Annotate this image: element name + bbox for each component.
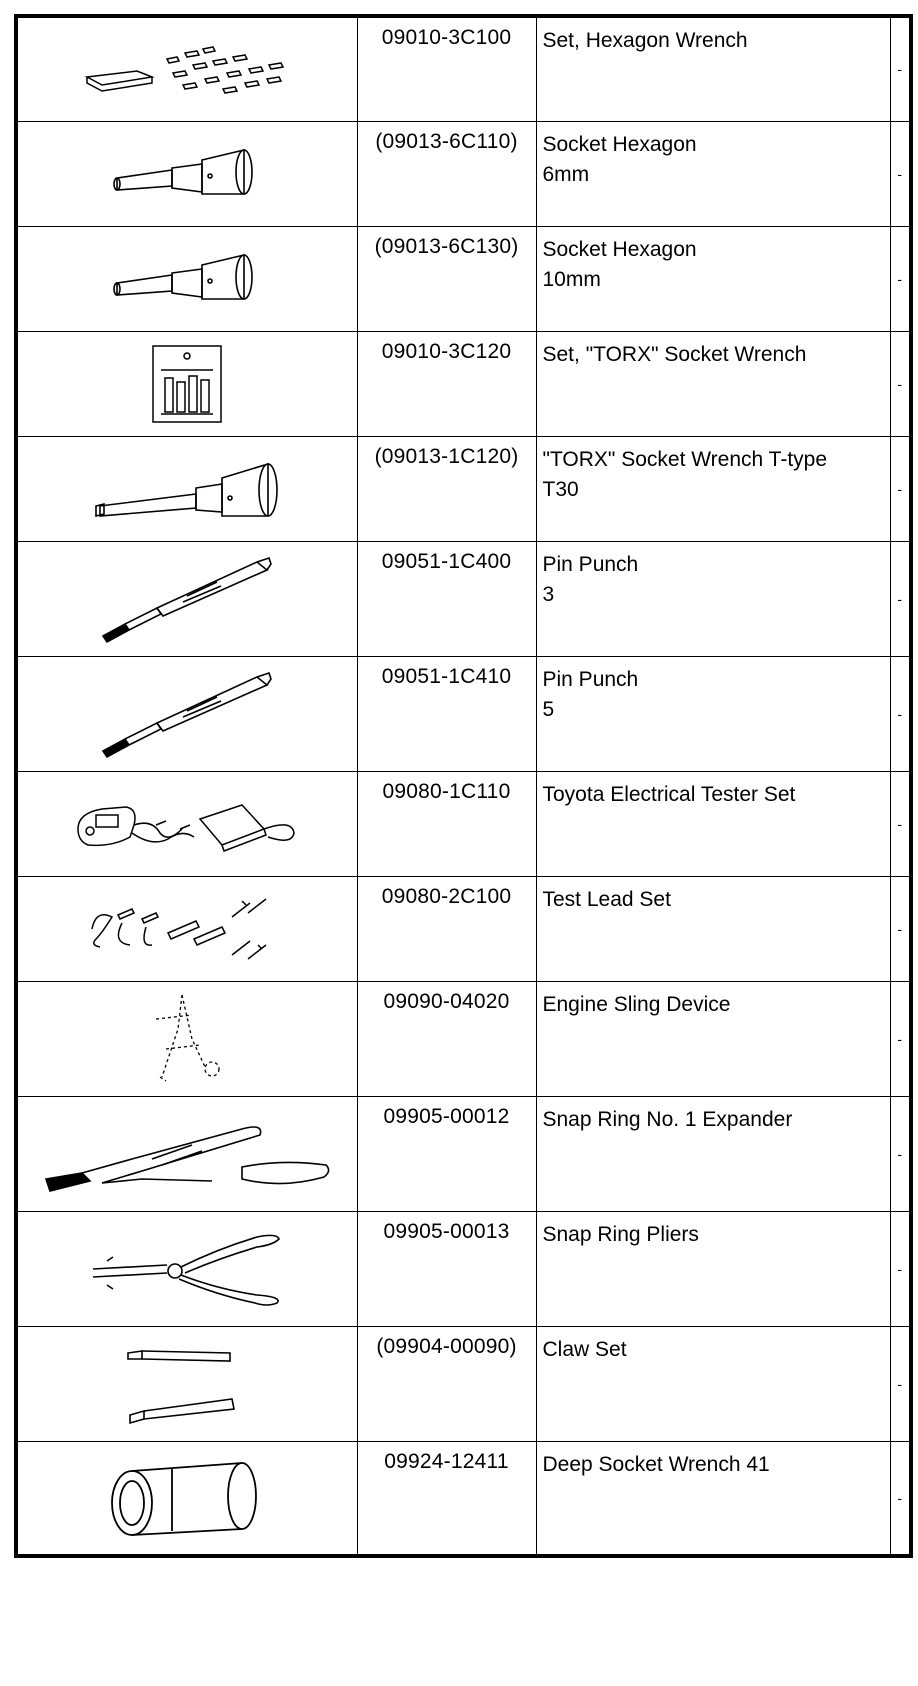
tool-description bbox=[536, 1441, 890, 1556]
socket-hexagon-icon bbox=[112, 144, 262, 204]
tool-description bbox=[536, 1211, 890, 1326]
tool-illustration bbox=[16, 331, 357, 436]
pin-punch-icon bbox=[97, 669, 277, 759]
torx-socket-wrench-icon bbox=[92, 454, 282, 524]
part-number: 09051-1C400 bbox=[357, 541, 536, 656]
tool-description bbox=[536, 1326, 890, 1441]
tool-illustration bbox=[16, 226, 357, 331]
description-line-2: 10mm bbox=[542, 267, 601, 291]
tool-description bbox=[536, 876, 890, 981]
tool-description bbox=[536, 226, 890, 331]
description-line: Claw Set bbox=[542, 1337, 627, 1361]
description-line: "TORX" Socket Wrench T-type bbox=[542, 447, 828, 471]
part-number: (09013-1C120) bbox=[357, 436, 536, 541]
table-row bbox=[16, 541, 911, 656]
part-number: 09051-1C410 bbox=[357, 656, 536, 771]
note-marker: - bbox=[890, 541, 911, 656]
note-marker: - bbox=[890, 656, 911, 771]
table-row bbox=[16, 121, 911, 226]
tool-illustration bbox=[16, 16, 357, 121]
snap-ring-expander-icon bbox=[42, 1109, 332, 1199]
tool-illustration bbox=[16, 1326, 357, 1441]
part-number: (09904-00090) bbox=[357, 1326, 536, 1441]
test-lead-set-icon bbox=[82, 889, 292, 969]
description-line-2: T30 bbox=[542, 477, 579, 501]
description-line: Toyota Electrical Tester Set bbox=[542, 782, 796, 806]
description-line: Engine Sling Device bbox=[542, 992, 731, 1016]
description-line-2: 5 bbox=[542, 697, 555, 721]
note-marker: - bbox=[890, 1326, 911, 1441]
table-row bbox=[16, 331, 911, 436]
description-line: Pin Punch bbox=[542, 552, 639, 576]
pin-punch-icon bbox=[97, 554, 277, 644]
table-row bbox=[16, 1211, 911, 1326]
tool-illustration bbox=[16, 1096, 357, 1211]
description-line: Socket Hexagon bbox=[542, 132, 697, 156]
part-number: 09924-12411 bbox=[357, 1441, 536, 1556]
table-row bbox=[16, 226, 911, 331]
note-marker: - bbox=[890, 771, 911, 876]
table-row bbox=[16, 16, 911, 121]
table-row bbox=[16, 1326, 911, 1441]
note-marker: - bbox=[890, 876, 911, 981]
tool-description bbox=[536, 16, 890, 121]
hexagon-wrench-set-icon bbox=[77, 39, 297, 99]
torx-socket-set-icon bbox=[147, 342, 227, 426]
table-row bbox=[16, 1441, 911, 1556]
deep-socket-wrench-icon bbox=[102, 1453, 272, 1543]
note-marker: - bbox=[890, 16, 911, 121]
special-tools-sheet bbox=[14, 14, 909, 1681]
tool-illustration bbox=[16, 876, 357, 981]
tool-description bbox=[536, 1096, 890, 1211]
tool-description bbox=[536, 436, 890, 541]
description-line: Deep Socket Wrench 41 bbox=[542, 1452, 770, 1476]
socket-hexagon-icon bbox=[112, 249, 262, 309]
part-number: 09080-1C110 bbox=[357, 771, 536, 876]
part-number: 09905-00013 bbox=[357, 1211, 536, 1326]
tool-illustration bbox=[16, 656, 357, 771]
part-number: 09090-04020 bbox=[357, 981, 536, 1096]
tool-illustration bbox=[16, 541, 357, 656]
part-number: 09080-2C100 bbox=[357, 876, 536, 981]
description-line: Snap Ring Pliers bbox=[542, 1222, 699, 1246]
description-line: Socket Hexagon bbox=[542, 237, 697, 261]
table-row bbox=[16, 436, 911, 541]
note-marker: - bbox=[890, 226, 911, 331]
part-number: 09905-00012 bbox=[357, 1096, 536, 1211]
description-line: Set, "TORX" Socket Wrench bbox=[542, 342, 807, 366]
note-marker: - bbox=[890, 1096, 911, 1211]
description-line: Snap Ring No. 1 Expander bbox=[542, 1107, 793, 1131]
part-number: 09010-3C120 bbox=[357, 331, 536, 436]
note-marker: - bbox=[890, 981, 911, 1096]
description-line-2: 6mm bbox=[542, 162, 590, 186]
special-tools-table bbox=[14, 14, 913, 1558]
table-row bbox=[16, 981, 911, 1096]
part-number: (09013-6C110) bbox=[357, 121, 536, 226]
tool-illustration bbox=[16, 981, 357, 1096]
tool-description bbox=[536, 331, 890, 436]
part-number: 09010-3C100 bbox=[357, 16, 536, 121]
table-row bbox=[16, 771, 911, 876]
tool-description bbox=[536, 656, 890, 771]
note-marker: - bbox=[890, 1441, 911, 1556]
tool-description bbox=[536, 541, 890, 656]
description-line: Test Lead Set bbox=[542, 887, 671, 911]
note-marker: - bbox=[890, 436, 911, 541]
tool-description bbox=[536, 981, 890, 1096]
note-marker: - bbox=[890, 1211, 911, 1326]
tool-description bbox=[536, 121, 890, 226]
table-row bbox=[16, 656, 911, 771]
engine-sling-device-icon bbox=[142, 989, 232, 1089]
claw-set-icon bbox=[122, 1339, 252, 1429]
electrical-tester-set-icon bbox=[72, 789, 302, 859]
table-row bbox=[16, 876, 911, 981]
tool-illustration bbox=[16, 436, 357, 541]
description-line: Pin Punch bbox=[542, 667, 639, 691]
note-marker: - bbox=[890, 121, 911, 226]
tool-illustration bbox=[16, 121, 357, 226]
note-marker: - bbox=[890, 331, 911, 436]
tool-illustration bbox=[16, 1441, 357, 1556]
description-line-2: 3 bbox=[542, 582, 555, 606]
table-row bbox=[16, 1096, 911, 1211]
tool-illustration bbox=[16, 1211, 357, 1326]
tool-illustration bbox=[16, 771, 357, 876]
description-line: Set, Hexagon Wrench bbox=[542, 29, 748, 52]
part-number: (09013-6C130) bbox=[357, 226, 536, 331]
tool-description bbox=[536, 771, 890, 876]
snap-ring-pliers-icon bbox=[87, 1229, 287, 1309]
